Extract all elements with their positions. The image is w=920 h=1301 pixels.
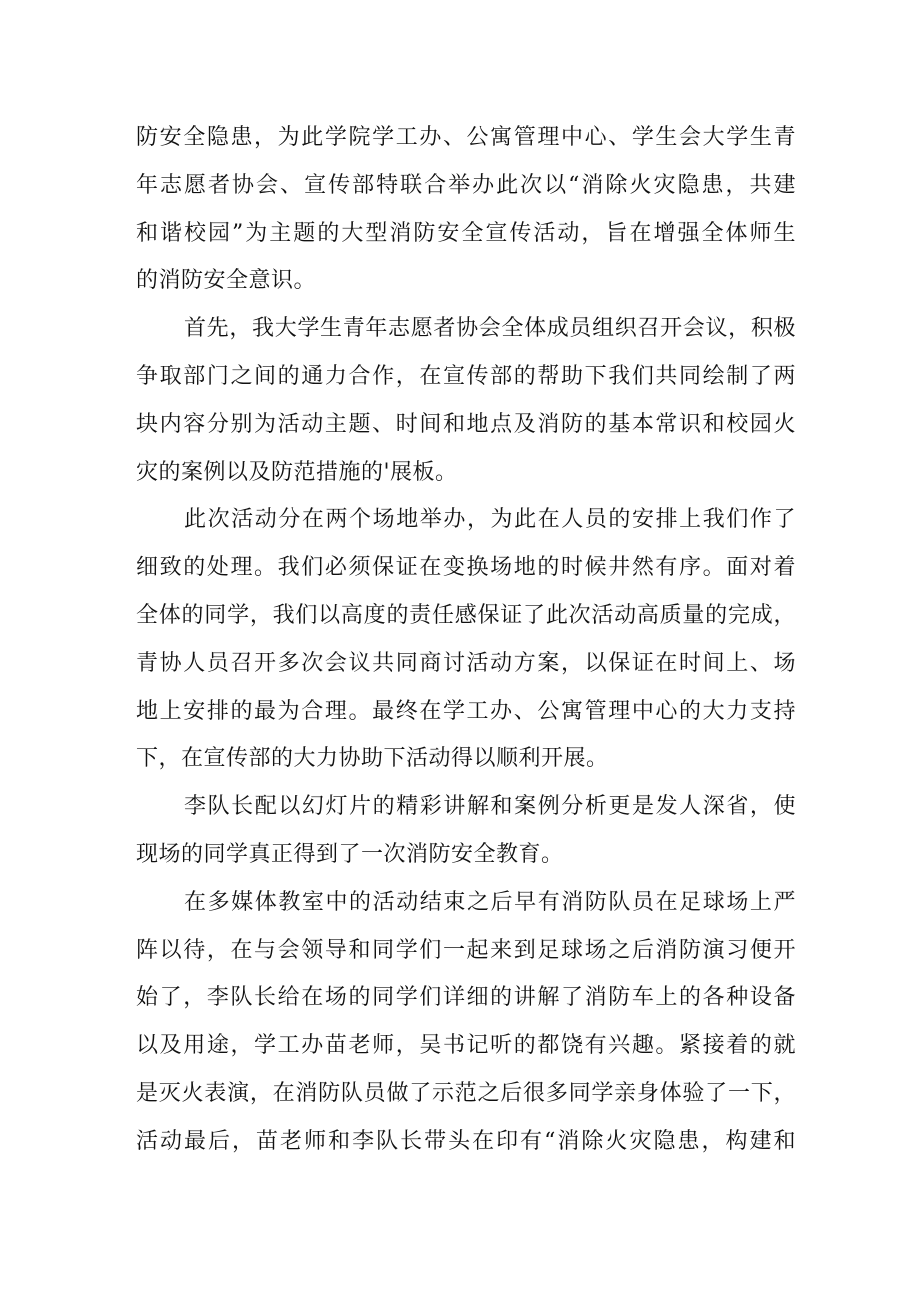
text-line: 在多媒体教室中的活动结束之后早有消防队员在足球场上严 xyxy=(184,889,796,915)
paragraph xyxy=(136,305,796,496)
text-line: 阵以待，在与会领导和同学们一起来到足球场之后消防演习便开 xyxy=(136,937,796,963)
paragraph xyxy=(136,496,796,783)
text-line: 全体的同学，我们以高度的责任感保证了此次活动高质量的完成， xyxy=(136,602,796,628)
text-line: 的消防安全意识。 xyxy=(136,268,317,294)
text-line: 此次活动分在两个场地举办，为此在人员的安排上我们作了 xyxy=(184,507,796,533)
text-line: 和谐校园”为主题的大型消防安全宣传活动，旨在增强全体师生 xyxy=(136,220,796,246)
text-line: 李队长配以幻灯片的精彩讲解和案例分析更是发人深省，使 xyxy=(184,794,796,820)
text-line: 防安全隐患，为此学院学工办、公寓管理中心、学生会大学生青 xyxy=(136,125,796,150)
paragraph xyxy=(136,114,796,305)
text-line: 年志愿者协会、宣传部特联合举办此次以“消除火灾隐患，共建 xyxy=(136,172,796,198)
text-line: 争取部门之间的通力合作，在宣传部的帮助下我们共同绘制了两 xyxy=(136,363,796,389)
text-line: 始了，李队长给在场的同学们详细的讲解了消防车上的各种设备 xyxy=(136,985,796,1011)
text-line: 现场的同学真正得到了一次消防安全教育。 xyxy=(136,841,564,867)
paragraph xyxy=(136,783,796,879)
text-line: 首先，我大学生青年志愿者协会全体成员组织召开会议，积极 xyxy=(184,316,796,342)
text-line: 地上安排的最为合理。最终在学工办、公寓管理中心的大力支持 xyxy=(136,698,796,724)
document-body xyxy=(136,114,796,1166)
text-line: 下，在宣传部的大力协助下活动得以顺利开展。 xyxy=(136,746,609,772)
paragraph xyxy=(136,879,796,1166)
text-line: 以及用途，学工办苗老师，吴书记听的都饶有兴趣。紧接着的就 xyxy=(136,1033,796,1059)
text-line: 青协人员召开多次会议共同商讨活动方案，以保证在时间上、场 xyxy=(136,650,796,676)
text-line: 活动最后，苗老师和李队长带头在印有“消除火灾隐患，构建和 xyxy=(136,1128,796,1154)
text-line: 灾的案例以及防范措施的'展板。 xyxy=(136,459,458,485)
text-line: 块内容分别为活动主题、时间和地点及消防的基本常识和校园火 xyxy=(136,411,796,437)
text-line: 是灭火表演，在消防队员做了示范之后很多同学亲身体验了一下， xyxy=(136,1080,796,1106)
text-line: 细致的处理。我们必须保证在变换场地的时候井然有序。面对着 xyxy=(136,555,796,581)
